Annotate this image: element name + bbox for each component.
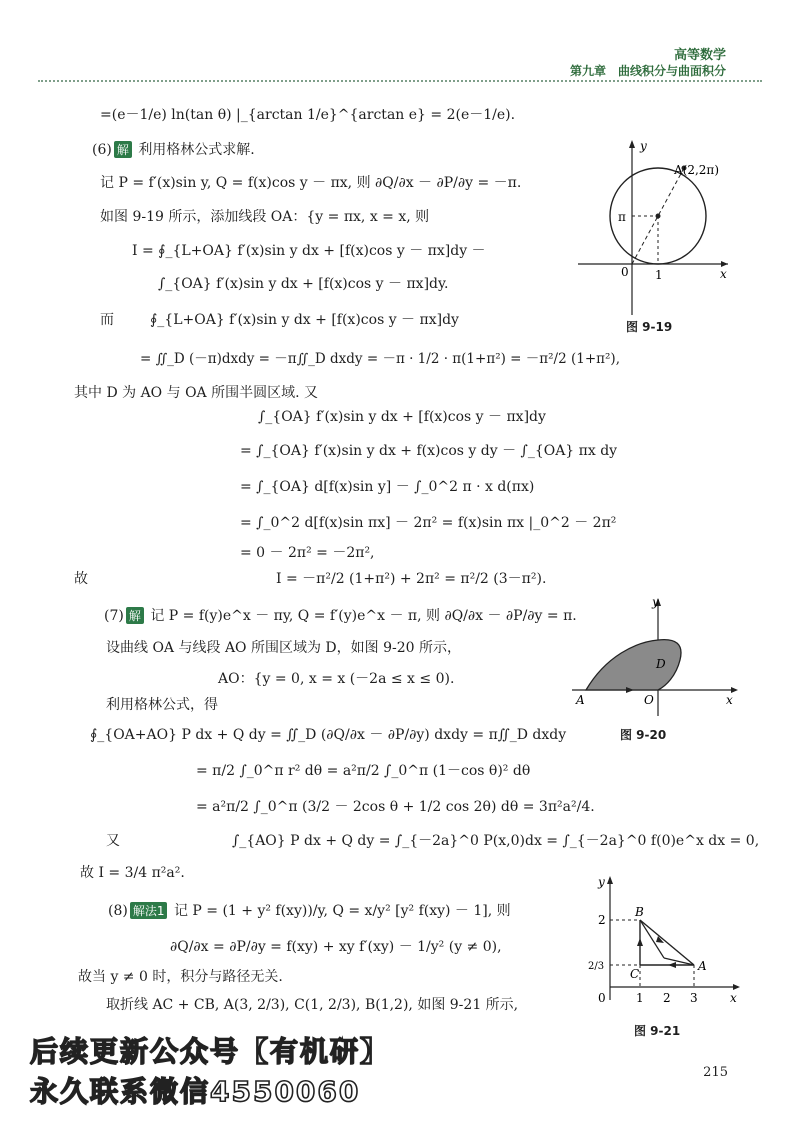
text-line: 又 (106, 833, 120, 849)
x-axis-arrow (733, 984, 740, 990)
text-line: 记 P = f′(x)sin y, Q = f(x)cos y － πx, 则 ∂Q/∂x － ∂P/∂y = －π. (100, 175, 522, 191)
watermark-line-2: 永久联系微信4550060 (30, 1075, 361, 1108)
text-line: 故 I = 3/4 π²a². (80, 865, 185, 881)
text-line: 故 (74, 571, 88, 587)
text-line: ∫_{AO} P dx + Q dy = ∫_{－2a}^0 P(x,0)dx = ∫_{－2a}^0 f(0)e^x dx = 0, (232, 833, 760, 849)
tick-pi: π (618, 210, 626, 224)
text-line: = π/2 ∫_0^π r² dθ = a²π/2 ∫_0^π (1－cos θ)² dθ (196, 763, 531, 779)
y-label: y (640, 139, 647, 153)
problem-7-line (104, 605, 577, 625)
book-title: 高等数学 (673, 48, 726, 63)
header-divider (38, 80, 762, 82)
solution-tag: 解 (114, 141, 132, 158)
text-line: ∮_{L+OA} f′(x)sin y dx + [f(x)cos y － πx]dy (150, 312, 459, 328)
y-label: y (598, 875, 605, 889)
figure-caption: 图 9-20 (620, 728, 667, 742)
tick-x3: 3 (690, 991, 698, 1005)
text-line: 利用格林公式，得 (106, 697, 218, 713)
point-a-label: A (576, 693, 585, 707)
chapter-title: 第九章 曲线积分与曲面积分 (569, 64, 726, 78)
tick-y23: 2/3 (588, 961, 605, 972)
origin-label: O (644, 693, 654, 707)
text-line: 而 (100, 312, 114, 328)
tick-x2: 2 (663, 991, 671, 1005)
problem-8-line (108, 900, 511, 920)
x-label: x (720, 267, 727, 281)
origin-label: 0 (621, 265, 629, 279)
text-line: = a²π/2 ∫_0^π (3/2 － 2cos θ + 1/2 cos 2θ) dθ = 3π²a²/4. (196, 799, 595, 815)
origin-label: 0 (598, 991, 606, 1005)
text-line: = ∬_D (－π)dxdy = －π∬_D dxdy = －π · 1/2 · π(1+π²) = －π²/2 (1+π²), (140, 351, 620, 367)
point-a-label: A(2,2π) (674, 163, 719, 177)
text-line: 取折线 AC + CB, A(3, 2/3), C(1, 2/3), B(1,2), 如图 9-21 所示, (106, 997, 519, 1013)
problem-number: (6) (92, 142, 112, 158)
problem-number: (7) (104, 608, 124, 624)
text-line: = ∫_{OA} f′(x)sin y dx + f(x)cos y dy － ∫_{OA} πx dy (240, 443, 618, 459)
point-c-label: C (630, 967, 640, 981)
text-line: ∂Q/∂x = ∂P/∂y = f(xy) + xy f′(xy) － 1/y² (y ≠ 0), (170, 939, 502, 955)
text-line: 故当 y ≠ 0 时，积分与路径无关. (78, 969, 283, 985)
y-axis-arrow (629, 140, 635, 148)
text-line: = 0 － 2π² = －2π², (240, 545, 375, 561)
text-line: AO：{y = 0, x = x (－2a ≤ x ≤ 0). (218, 671, 455, 687)
problem-6-line (92, 139, 255, 159)
text-line: ∫_{OA} f′(x)sin y dx + [f(x)cos y － πx]dy. (158, 276, 449, 292)
figure-caption: 图 9-21 (634, 1024, 681, 1038)
problem-number: (8) (108, 903, 128, 919)
watermark-line-1: 后续更新公众号【有机研】 (30, 1035, 391, 1068)
page-number: 215 (703, 1065, 728, 1080)
text-line: = ∫_{OA} d[f(x)sin y] － ∫_0^2 π · x d(πx) (240, 479, 535, 495)
region-d (586, 640, 681, 690)
text-line: 利用格林公式求解. (138, 142, 255, 158)
y-axis-arrow (607, 876, 613, 884)
tick-one: 1 (655, 268, 663, 282)
text-line: 设曲线 OA 与线段 AO 所围区域为 D，如图 9-20 所示， (106, 640, 462, 656)
x-label: x (726, 693, 733, 707)
point-a-label: A (698, 959, 707, 973)
point-b-label: B (635, 905, 644, 919)
arrow-cb (637, 938, 643, 946)
center-point (656, 214, 661, 219)
tick-y2: 2 (598, 913, 606, 927)
text-line: ∮_{OA+AO} P dx + Q dy = ∬_D (∂Q/∂x － ∂P/∂y) dxdy = π∬_D dxdy (90, 727, 567, 743)
text-line: 其中 D 为 AO 与 OA 所围半圆区域. 又 (74, 385, 319, 401)
solution-tag: 解 (126, 607, 144, 624)
text-line: 记 P = (1 + y² f(xy))/y, Q = x/y² [y² f(xy) － 1], 则 (173, 903, 511, 919)
text-line: =(e－1/e) ln(tan θ) |_{arctan 1/e}^{arctan e} = 2(e－1/e). (100, 107, 516, 123)
text-line: 记 P = f(y)e^x － πy, Q = f′(y)e^x － π, 则 ∂Q/∂x － ∂P/∂y = π. (150, 608, 577, 624)
text-line: 如图 9-19 所示，添加线段 OA：{y = πx, x = x, 则 (100, 209, 430, 225)
solution-tag: 解法1 (130, 902, 168, 919)
y-label: y (652, 595, 659, 609)
figure-9-21 (588, 872, 748, 1012)
text-line: ∫_{OA} f′(x)sin y dx + [f(x)cos y － πx]dy (258, 409, 546, 425)
x-label: x (730, 991, 737, 1005)
figure-9-20 (566, 592, 746, 722)
region-label: D (656, 657, 666, 671)
tick-x1: 1 (636, 991, 644, 1005)
figure-caption: 图 9-19 (626, 320, 673, 334)
text-line: I = ∮_{L+OA} f′(x)sin y dx + [f(x)cos y － πx]dy － (132, 243, 486, 259)
text-line: = ∫_0^2 d[f(x)sin πx] － 2π² = f(x)sin πx |_0^2 － 2π² (240, 515, 617, 531)
text-line: I = －π²/2 (1+π²) + 2π² = π²/2 (3－π²). (276, 571, 547, 587)
arrow-ac (668, 962, 676, 968)
figure-9-19 (570, 130, 740, 330)
